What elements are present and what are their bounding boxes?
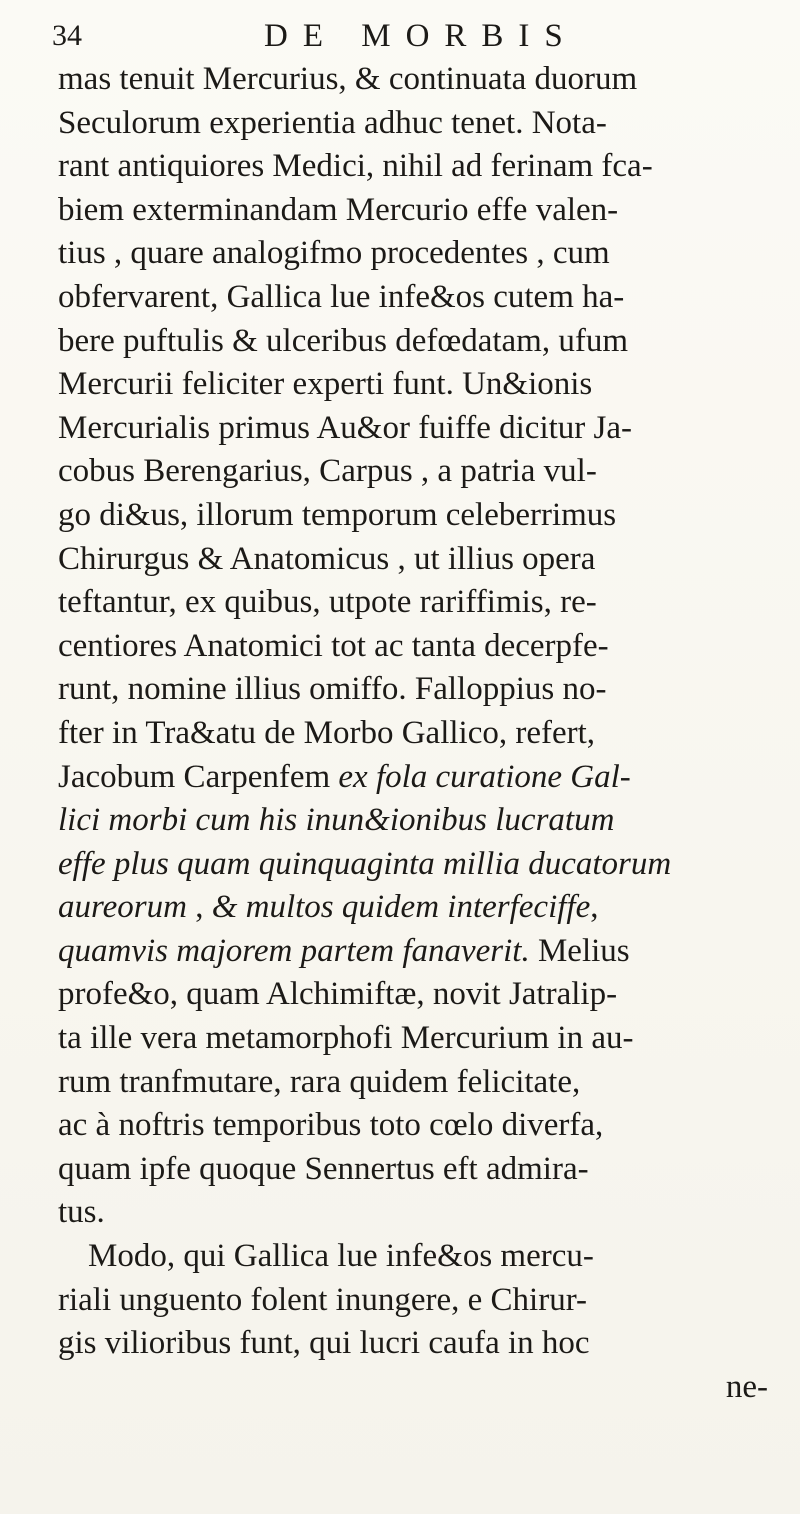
text-line: teftantur, ex quibus, utpote rariffimis, re-	[58, 584, 597, 621]
italic-quote: lici morbi cum his inun&ionibus lucratum	[58, 802, 615, 839]
catchword: ne-	[725, 1368, 768, 1405]
text-line	[58, 843, 768, 887]
text-line: rum tranfmutare, rara quidem felicitate,	[58, 1063, 581, 1100]
text-line: tus.	[58, 1194, 105, 1231]
text-segment: Melius	[529, 932, 630, 969]
italic-quote: effe plus quam quinquaginta millia ducatorum	[58, 845, 672, 882]
text-line	[58, 756, 768, 800]
text-line: Seculorum experientia adhuc tenet. Nota-	[58, 104, 607, 141]
text-line: Chirurgus & Anatomicus , ut illius opera	[58, 540, 596, 577]
italic-quote: & multos quidem interfeciffe	[211, 889, 591, 926]
text-line: Mercurii feliciter experti funt. Un&ionis	[58, 366, 593, 403]
text-line: biem exterminandam Mercurio effe valen-	[58, 191, 619, 228]
text-line: centiores Anatomici tot ac tanta decerpfe-	[58, 627, 609, 664]
text-line: riali unguento folent inungere, e Chirur-	[58, 1281, 588, 1318]
text-line: rant antiquiores Medici, nihil ad ferinam fca-	[58, 148, 653, 185]
text-line: profe&o, quam Alchimiftæ, novit Jatralip-	[58, 976, 618, 1013]
italic-quote: aureorum	[58, 889, 187, 926]
text-line	[58, 886, 768, 930]
text-line: ta ille vera metamorphofi Mercurium in au-	[58, 1020, 634, 1057]
text-segment: ,	[590, 889, 599, 926]
text-line: ac à noftris temporibus toto cœlo diverfa,	[58, 1107, 604, 1144]
body-text	[58, 58, 768, 1409]
text-line: obfervarent, Gallica lue infe&os cutem ha-	[58, 278, 625, 315]
text-line: Modo, qui Gallica lue infe&os mercu-	[88, 1238, 594, 1275]
running-title: DE MORBIS	[264, 18, 578, 54]
text-line	[58, 930, 768, 974]
text-segment: Jacobum Carpenfem	[58, 758, 339, 795]
text-line: mas tenuit Mercurius, & continuata duorum	[58, 61, 638, 97]
italic-quote: ex fola curatione Gal-	[338, 758, 631, 795]
running-head	[52, 12, 752, 56]
text-line: cobus Berengarius, Carpus , a patria vul-	[58, 453, 597, 490]
text-line: gis vilioribus funt, qui lucri caufa in hoc	[58, 1325, 590, 1362]
italic-quote: quamvis majorem partem fanaverit.	[58, 932, 530, 969]
text-line: quam ipfe quoque Sennertus eft admira-	[58, 1150, 589, 1187]
page-number: 34	[52, 19, 82, 52]
text-line: runt, nomine illius omiffo. Falloppius no-	[58, 671, 607, 708]
text-line	[58, 799, 768, 843]
text-line: fter in Tra&atu de Morbo Gallico, refert,	[58, 714, 596, 751]
text-line: bere puftulis & ulceribus defœdatam, ufum	[58, 322, 629, 359]
text-line: tius , quare analogifmo procedentes , cum	[58, 235, 610, 272]
text-line: go di&us, illorum temporum celeberrimus	[58, 496, 617, 533]
text-line: Mercurialis primus Au&or fuiffe dicitur Ja-	[58, 409, 633, 446]
text-segment: ,	[186, 889, 212, 926]
